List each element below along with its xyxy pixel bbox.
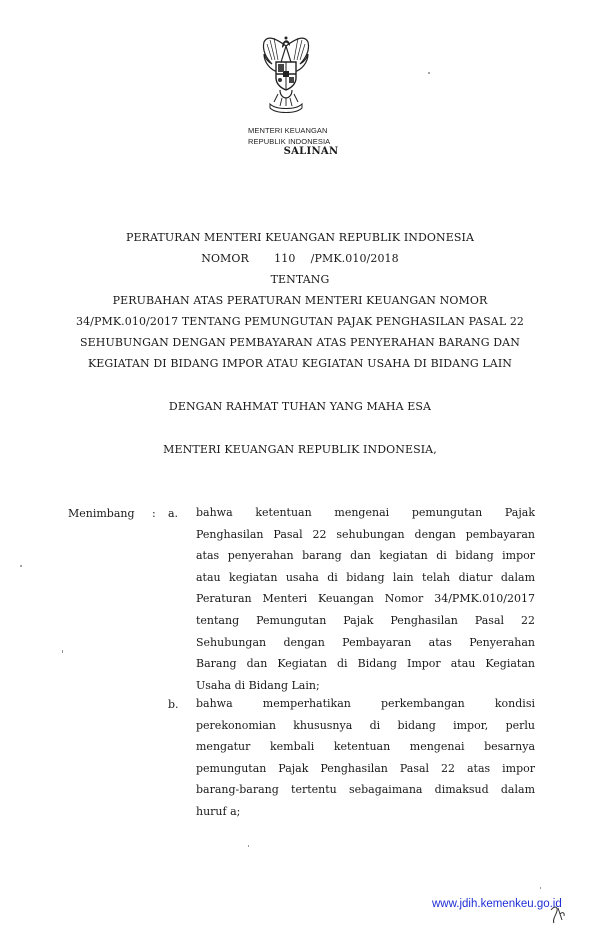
number-value: 110 (274, 252, 296, 265)
paragraph-line: mengatur kembali ketentuan mengenai besarnya (196, 740, 535, 754)
authority-line: MENTERI KEUANGAN REPUBLIK INDONESIA, (163, 443, 437, 456)
source-url-link[interactable]: www.jdih.kemenkeu.go.id (432, 898, 562, 910)
subject-line: SEHUBUNGAN DENGAN PEMBAYARAN ATAS PENYERAHAN BARANG DAN (80, 336, 520, 349)
invocation: DENGAN RAHMAT TUHAN YANG MAHA ESA (168, 400, 432, 413)
item-marker-b: b. (168, 698, 179, 711)
consideration-item-b (196, 693, 535, 823)
number-suffix: /PMK.010/2018 (310, 252, 399, 265)
paragraph-line: atau kegiatan usaha di bidang lain telah diatur dalam (196, 570, 535, 584)
considerations-label: Menimbang (68, 507, 135, 520)
scan-speck (428, 72, 430, 74)
ministry-line-1: MENTERI KEUANGAN (248, 126, 328, 135)
paragraph-line: tentang Pemungutan Pajak Penghasilan Pasal 22 (196, 613, 535, 627)
copy-mark: SALINAN (283, 146, 339, 157)
paragraph-line: Penghasilan Pasal 22 sehubungan dengan pembayaran (196, 527, 535, 541)
paragraph-line: huruf a; (196, 804, 241, 818)
consideration-item-a (196, 502, 535, 696)
scan-speck (20, 565, 22, 567)
regulation-number (0, 252, 600, 265)
number-prefix: NOMOR (201, 252, 249, 265)
scan-speck (540, 887, 541, 889)
subject-line: KEGIATAN DI BIDANG IMPOR ATAU KEGIATAN USAHA DI BIDANG LAIN (87, 357, 513, 370)
considerations-colon: : (152, 507, 156, 520)
garuda-emblem-icon (258, 32, 314, 116)
paragraph-line: pemungutan Pajak Penghasilan Pasal 22 atas impor (196, 761, 535, 775)
tentang-heading: TENTANG (270, 273, 330, 286)
paragraph-line: perekonomian khususnya di bidang impor, perlu (196, 718, 535, 732)
scan-speck (248, 845, 249, 847)
paragraph-line: Sehubungan dengan Pembayaran atas Penyerahan (196, 635, 535, 649)
paragraph-line: bahwa memperhatikan perkembangan kondisi (196, 697, 535, 710)
paragraph-line: barang-barang tertentu sebagaimana dimaksud dalam (196, 783, 535, 797)
item-marker-a: a. (168, 507, 179, 520)
subject-line: PERUBAHAN ATAS PERATURAN MENTERI KEUANGAN NOMOR (112, 294, 488, 307)
paragraph-line: Peraturan Menteri Keuangan Nomor 34/PMK.010/2017 (196, 592, 535, 606)
paragraph-line: atas penyerahan barang dan kegiatan di bidang impor (196, 549, 535, 563)
regulation-title: PERATURAN MENTERI KEUANGAN REPUBLIK INDONESIA (125, 231, 475, 244)
handwritten-mark-icon (548, 902, 568, 926)
subject-line: 34/PMK.010/2017 TENTANG PEMUNGUTAN PAJAK PENGHASILAN PASAL 22 (75, 315, 525, 328)
scan-speck (62, 650, 63, 653)
paragraph-line: Barang dan Kegiatan di Bidang Impor atau Kegiatan (196, 657, 535, 671)
paragraph-line: bahwa ketentuan mengenai pemungutan Pajak (196, 506, 535, 519)
ministry-line-2: REPUBLIK INDONESIA (248, 137, 331, 146)
paragraph-line: Usaha di Bidang Lain; (196, 678, 320, 692)
